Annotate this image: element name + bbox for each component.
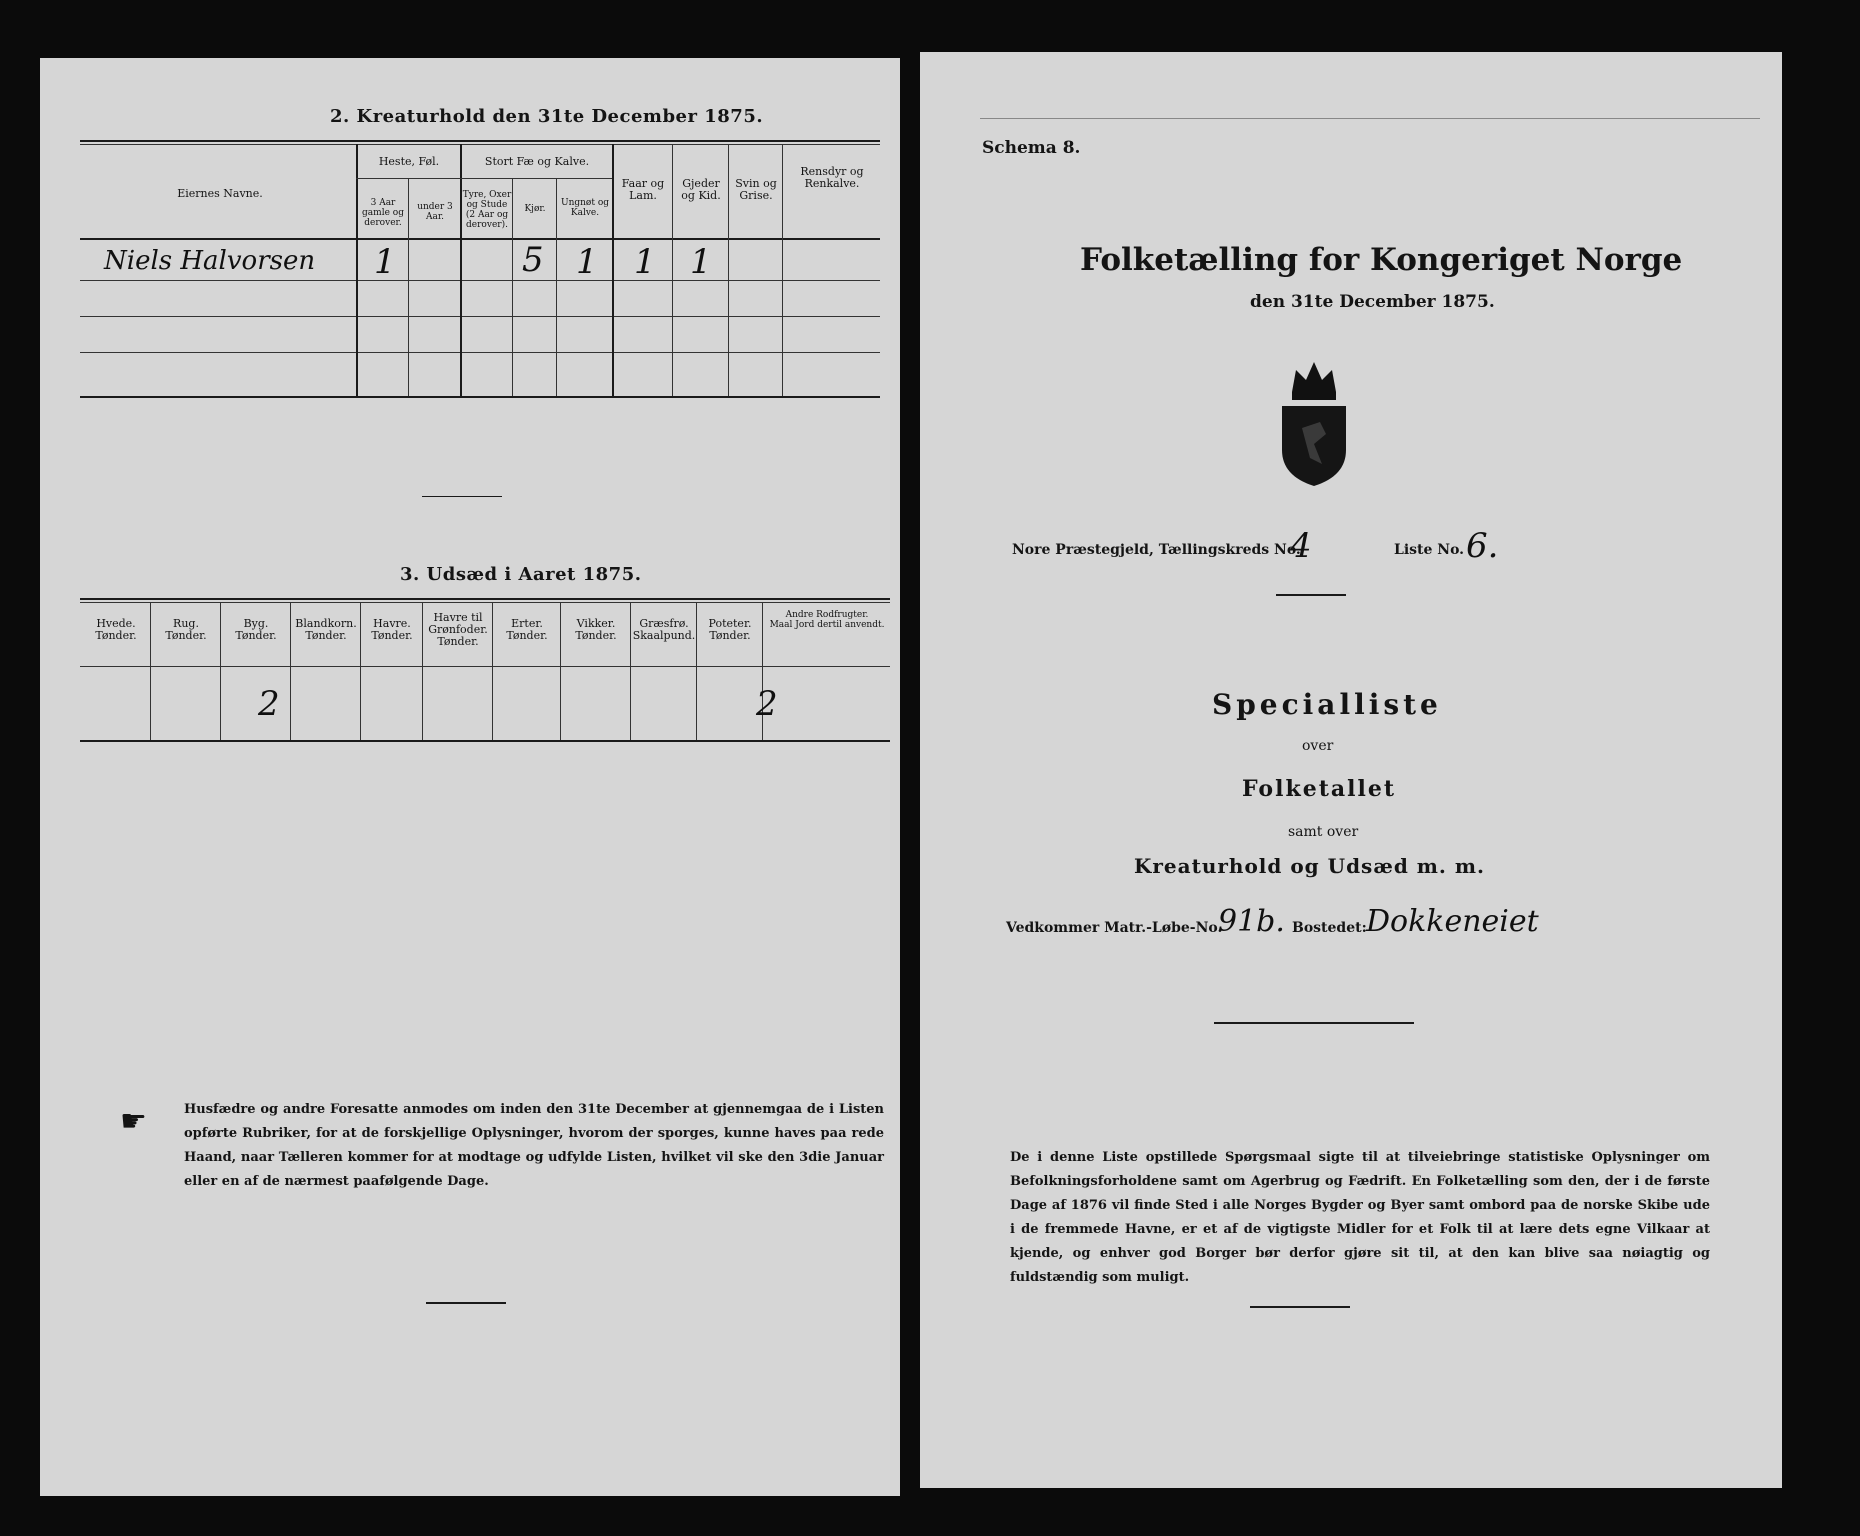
s3-header-erter [494,618,560,642]
main-title: Folketælling for Kongeriget Norge [1080,242,1683,278]
schema-label: Schema 8. [982,138,1081,158]
matr-value: 91b. [1218,904,1285,939]
district-label: Nore Præstegjeld, Tællingskreds No. [1012,542,1301,558]
header-cattle: Stort Fæ og Kalve. [484,155,590,168]
s3-header-havre [362,618,422,642]
s3-header-top: Græsfrø. [639,617,689,630]
section2-title: 2. Kreaturhold den 31te December 1875. [330,106,764,127]
s3-top-rule-2 [80,602,890,603]
s3-col-divider [422,602,423,740]
s3-header-byg [222,618,290,642]
matr-label: Vedkommer Matr.-Løbe-No. [1006,920,1223,936]
value-byg: 2 [258,684,280,724]
s3-header-unit: Tønder. [437,635,479,648]
header-horses: Heste, Føl. [378,155,440,168]
s3-header-rug [152,618,220,642]
header-young-cattle: Ungnøt og Kalve. [560,198,609,218]
separator-rule [422,496,502,497]
s2-row-rule-1 [80,280,880,281]
header-cows: Kjør. [524,204,546,214]
coat-of-arms-icon [1274,352,1354,490]
s2-col-divider [782,144,783,396]
footer-text: De i denne Liste opstillede Spørgsmaal sigte til at tilveiebringe statistiske Oplysninger om Befolkningsforholdene samt om Agerbrug og Fædrift. En Folketælling som den, der i de første Dage af 1876 vil finde Sted i alle Norges Bygder og Byer samt ombord paa de norske Skibe ude i de fremmede Havne, er et af de vigtigste Midler for et Folk til at lære dets egne Vilkaar at kjende, og enhver god Borger bør derfor gjøre sit til, at den kan blive saa nøiagtig og fuldstændig som muligt. [1010,1150,1710,1285]
value-horse-old: 1 [374,242,396,282]
s3-header-unit: Tønder. [235,629,277,642]
notice-text: Husfædre og andre Foresatte anmodes om inden den 31te December at gjennemgaa de i Listen opførte Rubriker, for at de forskjellige Oplysninger, hvorom der sporges, kunne haves paa rede Haand, naar Tælleren kommer for at modtage og udfylde Listen, hvilket vil ske den 3die Januar eller en af de nærmest paafølgende Dage. [184,1102,884,1189]
header-owner: Eiernes Navne. [177,187,263,200]
s3-header-havre-gronfoder [424,612,492,648]
faint-rule [980,118,1760,119]
s3-header-unit: Tønder. [709,629,751,642]
s3-header-unit: Tønder. [305,629,347,642]
separator-rule [1276,594,1346,596]
district-number: 4 [1290,526,1312,566]
samt-over-text: samt over [1288,824,1359,840]
s3-col-divider [560,602,561,740]
s3-header-unit: Tønder. [506,629,548,642]
liste-number: 6. [1466,526,1499,566]
s2-top-rule [80,140,880,142]
s2-row-rule-3 [80,352,880,353]
decorative-rule [1214,1022,1414,1024]
s3-col-divider [360,602,361,740]
header-horse-young: under 3 Aar. [417,202,453,222]
specialliste-heading: Specialliste [1212,688,1442,721]
s3-col-divider [150,602,151,740]
s3-header-graesfro [632,618,696,642]
header-bulls: Tyre, Oxer og Stude (2 Aar og derover). [462,190,512,230]
s3-header-top: Havre. [373,617,411,630]
s3-header-top: Hvede. [96,617,136,630]
s3-header-poteter [698,618,762,642]
s2-col-divider [408,178,409,396]
s3-header-unit: Maal Jord dertil anvendt. [769,620,885,630]
s3-header-top: Andre Rodfrugter. [785,610,869,620]
s3-col-divider [696,602,697,740]
date-line: den 31te December 1875. [1250,292,1495,312]
s2-col-divider [556,178,557,396]
s3-header-unit: Skaalpund. [632,629,696,642]
bosted-label: Bostedet: [1292,920,1367,936]
s3-header-top: Byg. [243,617,269,630]
right-page [920,52,1782,1488]
header-reindeer: Rensdyr og Renkalve. [800,165,864,190]
owner-name: Niels Halvorsen [104,246,316,276]
kreaturhold-heading: Kreaturhold og Udsæd m. m. [1134,854,1485,878]
s2-header-rule [80,238,880,240]
s2-row-rule-2 [80,316,880,317]
s3-header-hvede [82,618,150,642]
folketallet-heading: Folketallet [1242,776,1396,802]
s3-top-rule [80,598,890,600]
value-sheep: 1 [634,242,656,282]
bosted-value: Dokkeneiet [1366,904,1539,939]
s3-header-top: Vikker. [576,617,616,630]
pointing-hand-icon: ☛ [120,1104,147,1139]
value-young-cattle: 1 [576,242,598,282]
s2-col-divider [460,144,462,396]
s2-bottom-rule [80,396,880,398]
s2-col-divider [512,178,513,396]
s3-header-unit: Tønder. [95,629,137,642]
end-rule [1250,1306,1350,1308]
s3-header-unit: Tønder. [165,629,207,642]
s3-header-rule [80,666,890,667]
s3-header-top: Havre til Grønfoder. [428,611,488,636]
over-text: over [1302,738,1334,754]
value-goats: 1 [690,242,712,282]
s3-header-top: Rug. [173,617,199,630]
s3-header-unit: Tønder. [575,629,617,642]
s3-header-unit: Tønder. [371,629,413,642]
s3-header-blandkorn [292,618,360,642]
s3-col-divider [290,602,291,740]
header-sheep: Faar og Lam. [621,177,665,202]
s2-col-divider [728,144,729,396]
s3-header-top: Blandkorn. [295,617,357,630]
header-pigs: Svin og Grise. [735,177,777,202]
s3-header-rodfrugter [764,610,890,630]
left-page [40,58,900,1496]
s3-header-top: Erter. [511,617,543,630]
s2-col-divider [672,144,673,396]
s3-header-vikker [562,618,630,642]
s3-col-divider [220,602,221,740]
s3-bottom-rule [80,740,890,742]
s3-header-top: Poteter. [708,617,752,630]
s2-subheader-rule [356,178,612,179]
value-cows: 5 [522,240,544,280]
s3-col-divider [492,602,493,740]
value-poteter: 2 [756,684,778,724]
header-horse-old: 3 Aar gamle og derover. [362,198,404,228]
s2-col-divider [356,144,358,396]
header-goats: Gjeder og Kid. [681,177,721,202]
section3-title: 3. Udsæd i Aaret 1875. [400,564,642,585]
s2-top-rule-2 [80,144,880,145]
end-rule [426,1302,506,1304]
s3-col-divider [630,602,631,740]
liste-label: Liste No. [1394,542,1465,558]
